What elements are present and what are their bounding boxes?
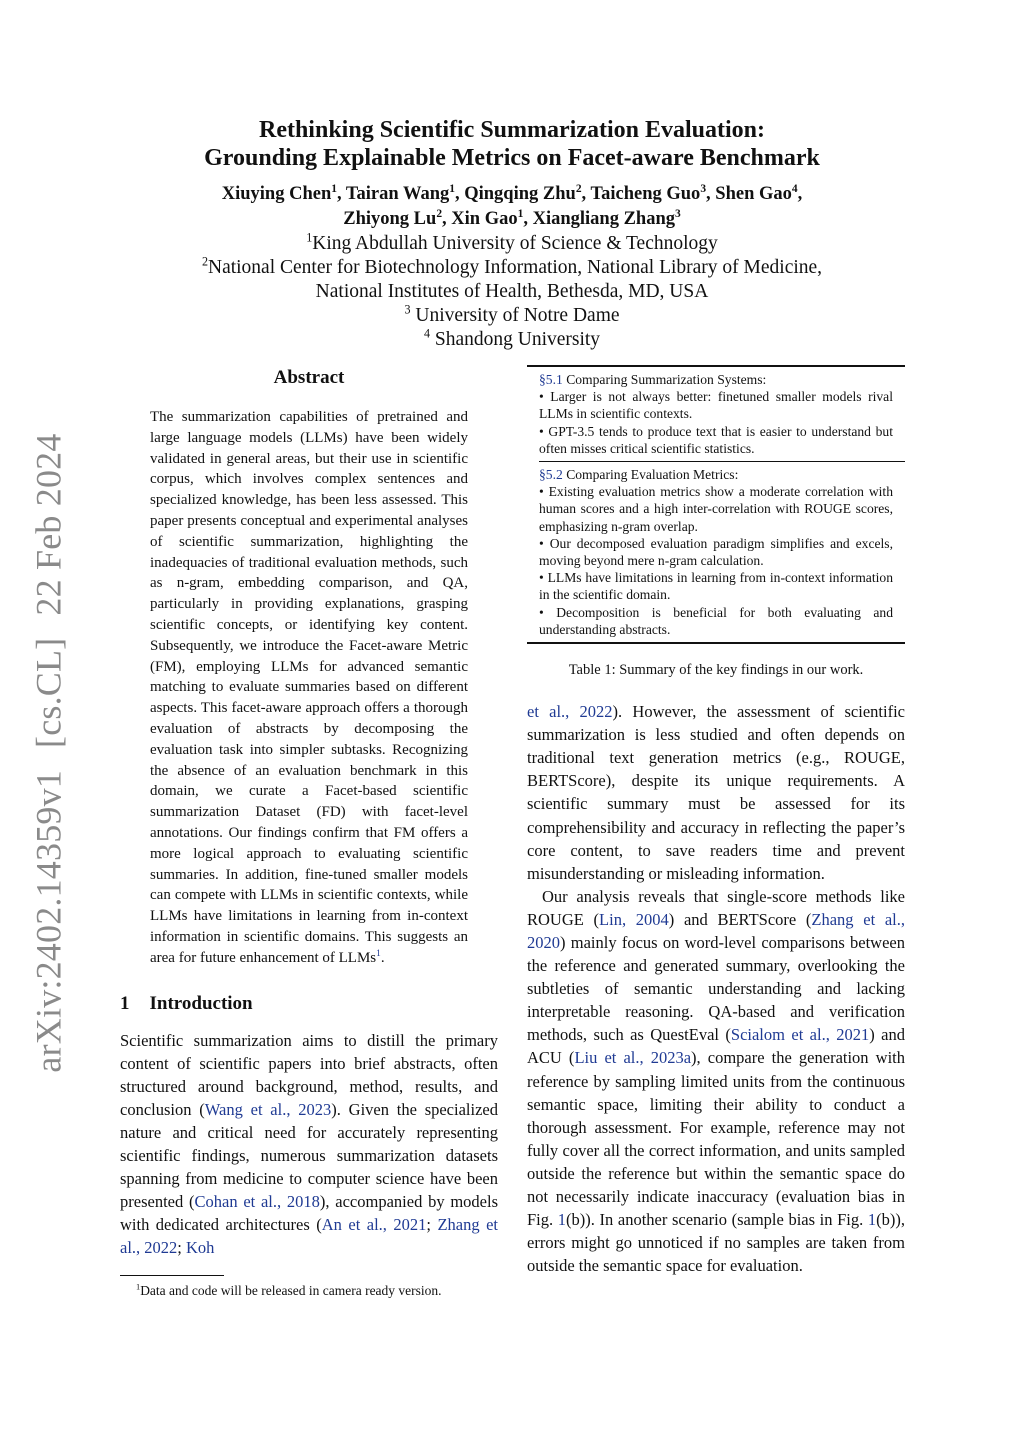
affiliation: National Institutes of Health, Bethesda, MD, USA [315,281,709,302]
section-heading-introduction [120,991,498,1017]
footnote: $^1$Data and code will be released in camera ready version. [136,1282,442,1299]
table-group-metrics [539,461,905,642]
abstract-body: The summarization capabilities of pretrained and large language models (LLMs) have been widely validated in general areas, but their use in scientific corpus, which involves complex sentences and specialized knowledge, has been less assessed. This paper presents conceptual and experimental analyses of scientific summarization, highlighting the inadequacies of traditional evaluation methods, such as n-gram, embedding comparison, and QA, particularly in providing explanations, grasping scientific concepts, or identifying key content. Subsequently, we introduce the Facet-aware Metric (FM), employing LLMs for advanced semantic matching to evaluate summaries based on different aspects. This facet-aware approach offers a thorough evaluation of abstracts by decomposing the evaluation task into simpler subtasks. Recognizing the absence of an evaluation benchmark in this domain, we curate a Facet-based scientific summarization Dataset (FD) with facet-level annotations. Our findings confirm that FM offers a more logical approach to evaluating scientific summaries. In addition, fine-tuned smaller models can compete with LLMs in scientific contexts, while LLMs have limitations in learning from in-context information in scientific domains. This suggests an area for future enhancement of LLMs$^1$. [150,409,468,966]
citation-link[interactable]: Wang et al., 2023 [204,1099,332,1119]
citation-link[interactable]: Liu et al., 2023a [574,1048,692,1068]
figure-ref-link[interactable]: 1 [557,1210,567,1230]
author: Xin Gao$^1$, [451,207,533,229]
section-ref-link[interactable]: §5.1 [539,372,563,387]
table-bullet: • Existing evaluation metrics show a moderate correlation with human scores and a high inter-correlation with ROUGE scores, emphasizing n-gram overlap. [539,484,893,534]
intro-paragraph-1: Scientific summarization aims to distill the primary content of scientific papers into brief abstracts, often structured around background, method, results, and conclusion (Wang et al., 2023). Given the specialized nature and critical need for accurately representing scientific findings, numerous summarization datasets spanning from medicine to computer science have been presented (Cohan et al., 2018), accompanied by models with dedicated architectures (An et al., 2021; Zhang et al., 2022; Koh [120,1030,499,1258]
author: Taicheng Guo$^3$, [590,182,716,204]
arxiv-id: arXiv:2402.14359v1 [29,769,69,1073]
table-bullet: • LLMs have limitations in learning from in-context information in the scientific domain. [539,570,893,603]
citation-link[interactable]: Cohan et al., 2018 [194,1192,320,1212]
author-list [120,182,904,232]
table-bullet: • Our decomposed evaluation paradigm simplifies and excels, moving beyond mere n-gram calculation. [539,535,893,569]
table-caption: Table 1: Summary of the key findings in our work. [568,662,864,679]
citation-link[interactable]: Lin, 2004 [599,909,669,929]
table-group-systems [539,367,905,461]
title-line-2: Grounding Explainable Metrics on Facet-aware Benchmark [204,145,820,171]
affiliation: $^2$National Center for Biotechnology Information, National Library of Medicine, [201,254,823,278]
table-bullet: • GPT-3.5 tends to produce text that is easier to understand but often misses critical scientific statistics. [539,423,893,456]
arxiv-stamp [29,432,69,1073]
section-number: 1 [120,992,130,1014]
citation-link[interactable]: Koh [186,1238,215,1258]
author: Zhiyong Lu$^2$, [343,207,452,229]
table-group-title: §5.2 Comparing Evaluation Metrics: [539,467,739,483]
author-line-2 [120,207,904,232]
paper-header [120,116,904,352]
table-bullet: • Decomposition is beneficial for both evaluating and understanding abstracts. [539,604,893,637]
author: Qingqing Zhu$^2$, [464,182,591,204]
table-bullet: • Larger is not always better: finetuned smaller models rival LLMs in scientific contexts. [539,389,893,422]
intro-paragraph-2: Our analysis reveals that single-score methods like ROUGE (Lin, 2004) and BERTScore (Zhang et al., 2020) mainly focus on word-level comparisons between the reference and generated summary, overlooking the subtleties of semantic understanding and lacking interpretable reasoning. QA-based and verification methods, such as QuestEval (Scialom et al., 2021) and ACU (Liu et al., 2023a), compare the generation with reference by sampling limited units from the continuous semantic space, limiting their ability to conduct a thorough assessment. For example, reference may not fully cover all the correct information, and units sampled outside the reference but within the semantic space do not necessarily indicate inaccuracy (evaluation bias in Fig. 1(b)). In another scenario (sample bias in Fig. 1(b)), errors might go unnoticed if no samples are taken from outside the semantic space for evaluation. [527,886,906,1276]
citation-link[interactable]: An et al., 2021 [321,1215,427,1235]
affiliation: $^3$ University of Notre Dame [404,302,620,326]
citation-link[interactable]: Scialom et al., 2021 [730,1025,870,1045]
intro-paragraph-1-continued: et al., 2022). However, the assessment of scientific summarization is less studied and often depends on traditional text generation metrics (e.g., ROUGE, BERTScore), despite its unique requirements. A scientific summary must be assessed for its comprehensibility and accuracy in reflecting the paper’s core content, to save readers time and prevent misunderstanding or misleading information. Our analysis reveals that single-score methods like ROUGE (Lin, 2004) and BERTScore (Zhang et al., 2020) mainly focus on word-level comparisons between the reference and generated summary, overlooking the subtleties of semantic understanding and lacking interpretable reasoning. QA-based and verification methods, such as QuestEval (Scialom et al., 2021) and ACU (Liu et al., 2023a), compare the generation with reference by sampling limited units from the continuous semantic space, limiting their ability to conduct a thorough assessment. For example, reference may not fully cover all the correct information, and units sampled outside the reference but within the semantic space do not necessarily indicate inaccuracy (evaluation bias in Fig. 1(b)). In another scenario (sample bias in Fig. 1(b)), errors might go unnoticed if no samples are taken from outside the semantic space for evaluation. [527,700,905,1277]
right-column [527,365,905,1277]
left-column [120,365,498,1299]
section-ref-link[interactable]: §5.2 [539,467,563,483]
arxiv-date: 22 Feb 2024 [29,432,69,616]
author: Xiangliang Zhang$^3$ [532,207,681,229]
affiliations [120,232,904,352]
author: Xiuying Chen$^1$, [221,182,346,204]
citation-link[interactable]: et al., 2022 [527,702,613,722]
title-line-1: Rethinking Scientific Summarization Evaluation: [258,117,766,143]
footnote-divider [120,1275,224,1276]
affiliation: $^4$ Shandong University [423,326,601,350]
footnote-mark-link[interactable]: 1 [376,948,381,959]
table-key-findings [527,365,905,644]
author-line-1 [120,182,904,207]
citation-link[interactable]: Zhang et al., 2020 [527,909,906,952]
arxiv-category: [cs.CL] [29,637,69,748]
citation-link[interactable]: Zhang et al., 2022 [120,1215,499,1258]
table-group-title: §5.1 Comparing Summarization Systems: [539,372,767,387]
section-title: Introduction [149,992,253,1014]
abstract-heading: Abstract [273,367,345,388]
author: Tairan Wang$^1$, [345,182,465,204]
author: Shen Gao$^4$, [715,182,803,204]
paper-title [120,116,904,172]
affiliation: $^1$King Abdullah University of Science & Technology [306,230,718,254]
figure-ref-link[interactable]: 1 [867,1210,877,1230]
